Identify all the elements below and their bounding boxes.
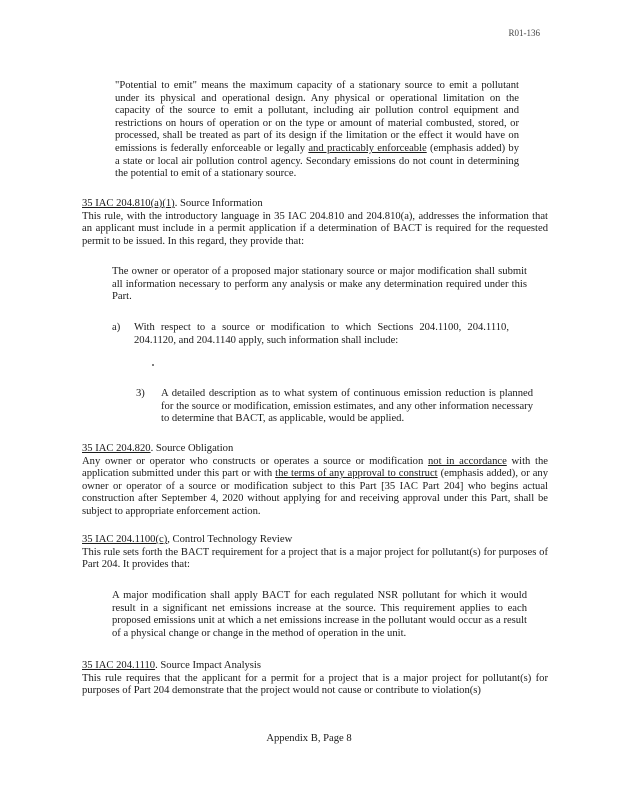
section-citation: 35 IAC 204.810(a)(1) [82, 198, 175, 209]
item-text: A detailed description as to what system of continuous emission reduction is planned for the source or modification, emission estimates, and any other information necessary to determine that BACT, as applicable, would be applied. [161, 388, 533, 425]
section-title: . Source Impact Analysis [155, 660, 261, 671]
body-emphasis: not in accordance [427, 455, 507, 467]
section-title: . Source Information [174, 198, 263, 209]
control-technology-quote: A major modification shall apply BACT for each regulated NSR pollutant for which it would result in a significant net emissions increase at the source. This requirement applies to each proposed emissions unit at which a net emissions increase in the pollutant would occur as a result of a physical change or change in the method of operation in the unit. [112, 590, 527, 639]
section-source-obligation [82, 443, 548, 519]
body-text: Any owner or operator who constructs or operates a source or modification [82, 455, 428, 467]
item-label: 3) [136, 388, 145, 399]
item-text: With respect to a source or modification to which Sections 204.1100, 204.1110, 204.1120, and 204.1140 apply, such information shall include: [134, 322, 509, 346]
section-citation: 35 IAC 204.820 [82, 443, 151, 454]
section-citation: 35 IAC 204.1100(c) [82, 534, 168, 545]
section-body: This rule sets forth the BACT requirement for a project that is a major project for pollutant(s) for purposes of Part 204. It provides that: [82, 546, 548, 571]
definition-text: "Potential to emit" means the maximum capacity of a stationary source to emit a pollutant under its physical and operational design. Any physical or operational limitation on the capacity of the source to emit a pollutant, including air pollution control equipment and restrictions on hours of operation or on the type or amount of material combusted, stored, or processed, shall be treated as part of its design if the limitation or the effect it would have on emissions is federally enforceable or legally [115, 80, 519, 154]
section-body: This rule, with the introductory language in 35 IAC 204.810 and 204.810(a), addresses the information that an applicant must include in a permit application if a determination of BACT is required for the requested permit to be issued. In this regard, they provide that: [82, 210, 548, 247]
item-label: a) [112, 322, 121, 333]
section-title: . Source Obligation [150, 443, 234, 454]
section-source-information [82, 198, 548, 248]
section-heading [82, 534, 548, 547]
ellipsis-mark [152, 364, 154, 366]
body-text: (emphasis added), or any owner or operator of a source or modification subject to this Part [35 IAC Part 204] who begins actual construction after September 4, 2020 without applying for and receiving approval under this Part, shall be subject to appropriate enforcement action. [82, 468, 549, 517]
section-body: This rule requires that the applicant for a permit for a project that is a major project for pollutant(s) for purposes of Part 204 demonstrate that the project would not cause or contribute to violation(s) [82, 672, 548, 697]
list-item-3 [136, 388, 532, 432]
potential-to-emit-definition [115, 80, 519, 181]
section-source-impact-analysis [82, 660, 548, 698]
section-title: , Control Technology Review [167, 534, 293, 545]
document-reference: R01-136 [508, 28, 540, 38]
section-body [82, 456, 548, 519]
definition-text-end: (emphasis added) by a state or local air pollution control agency. Secondary emissions do not count in determining the potential to emit of a stationary source. [115, 142, 519, 180]
section-heading [82, 660, 548, 673]
body-emphasis: the terms of any approval to construct [275, 468, 438, 480]
page-footer: Appendix B, Page 8 [266, 733, 352, 744]
section-citation: 35 IAC 204.1110 [82, 660, 156, 671]
section-heading [82, 443, 548, 456]
definition-emphasis: and practicably enforceable [308, 142, 427, 154]
section-control-technology-review [82, 534, 548, 572]
body-text: with the application submitted under this part or with [82, 455, 548, 480]
section-heading [82, 198, 548, 211]
source-information-quote: The owner or operator of a proposed major stationary source or major modification shall submit all information necessary to perform any analysis or make any determination required under this Part. [112, 266, 527, 303]
list-item-a [112, 322, 512, 352]
